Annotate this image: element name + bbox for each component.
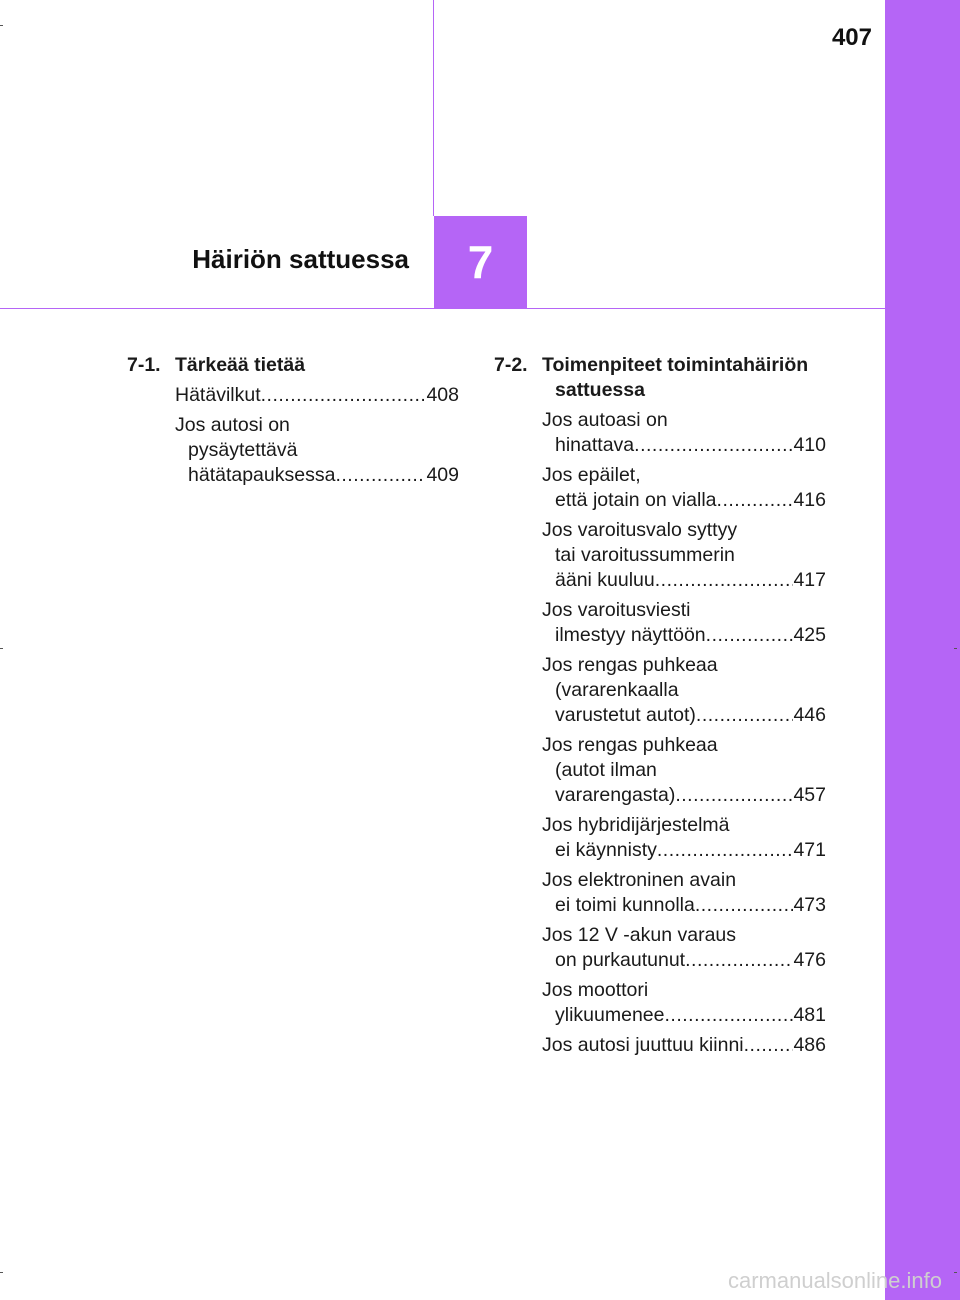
toc-page-number: 481 [793,1004,826,1026]
toc-entry[interactable] [542,463,826,513]
toc-page-number: 408 [426,384,459,406]
toc-entry-text: Hätävilkut [175,384,261,406]
toc-entry-text: hinattava [555,434,635,456]
toc-entry[interactable] [542,518,826,593]
toc-page-number: 410 [793,434,826,456]
toc-entry[interactable] [542,1033,826,1058]
chapter-side-tab [885,0,960,1300]
toc-entry[interactable] [175,413,459,488]
section-heading [494,353,826,403]
chapter-title: Häiriön sattuessa [192,244,409,274]
toc-page-number: 476 [793,949,826,971]
toc-entry-text: Jos rengas puhkeaa [542,654,718,676]
toc-entry-text: ylikuumenee [555,1004,665,1026]
dot-leader [634,433,793,458]
toc-entry-text: varustetut autot) [555,704,696,726]
toc-entry[interactable] [542,923,826,973]
toc-entry-text: Jos epäilet, [542,464,641,486]
toc-page-number: 471 [793,839,826,861]
toc-page-number: 409 [426,464,459,486]
crop-mark [0,648,3,649]
toc-page-number: 417 [793,569,826,591]
toc-entry-text: Jos rengas puhkeaa [542,734,718,756]
dot-leader [657,838,794,863]
dot-leader [696,703,794,728]
toc-page-number: 425 [793,624,826,646]
toc-page-number: 473 [793,894,826,916]
toc-page-number: 446 [793,704,826,726]
dot-leader [695,893,794,918]
toc-entry[interactable] [542,653,826,728]
toc-section-7-1 [127,353,459,488]
toc-entry-text: Jos autosi juuttuu kiinni [542,1034,744,1056]
toc-page-number: 457 [793,784,826,806]
dot-leader [744,1033,794,1058]
toc-entry-text: Jos varoitusvalo syttyy [542,519,738,541]
toc-entry-text: ei käynnisty [555,839,657,861]
toc-page-number: 486 [793,1034,826,1056]
toc-entry-text: hätätapauksessa [188,464,336,486]
toc-entry-text: Jos varoitusviesti [542,599,691,621]
crop-mark [954,648,957,649]
toc-page-number: 416 [793,489,826,511]
section-number: 7-1. [127,354,161,376]
toc-entry-text: Jos moottori [542,979,649,1001]
vertical-divider [433,0,434,216]
watermark: carmanualsonline.info [727,1268,942,1293]
toc-entry-text: ei toimi kunnolla [555,894,695,916]
dot-leader [717,488,794,513]
toc-entry-text: (autot ilman [555,759,657,781]
toc-entry-text: Jos autosi on [175,414,290,436]
toc-entry-text: Jos autoasi on [542,409,668,431]
toc-entry[interactable] [542,813,826,863]
dot-leader [675,783,793,808]
toc-entry-text: ilmestyy näyttöön [555,624,706,646]
dot-leader [655,568,794,593]
toc-entry[interactable] [542,868,826,918]
toc-entry-text: on purkautunut [555,949,686,971]
toc-entry-text: ääni kuuluu [555,569,655,591]
dot-leader [261,383,427,408]
toc-entry-text: että jotain on vialla [555,489,717,511]
section-number: 7-2. [494,354,528,376]
page-number: 407 [831,24,872,51]
crop-mark [954,1272,957,1273]
toc-entry-text: Jos 12 V -akun varaus [542,924,737,946]
toc-entry-text: vararengasta) [555,784,676,806]
crop-mark [0,1272,3,1273]
toc-entry-text: Jos elektroninen avain [542,869,737,891]
header-rule [0,308,885,309]
toc-entry[interactable] [542,978,826,1028]
chapter-number-box: 7 [434,216,527,308]
toc-section-7-2 [494,353,826,1058]
toc-entry-text: tai varoitussummerin [555,544,735,566]
section-heading [127,353,459,378]
dot-leader [664,1003,793,1028]
section-title: Toimenpiteet toimintahäiriön sattuessa [542,354,809,401]
dot-leader [706,623,794,648]
toc-entry[interactable] [175,383,459,408]
toc-entry[interactable] [542,598,826,648]
toc-entry[interactable] [542,733,826,808]
dot-leader [335,463,426,488]
dot-leader [685,948,793,973]
toc-entry-text: (vararenkaalla [555,679,679,701]
toc-entry-text: pysäytettävä [188,439,298,461]
crop-mark [0,25,3,26]
toc-entry-text: Jos hybridijärjestelmä [542,814,730,836]
toc-entry[interactable] [542,408,826,458]
section-title: Tärkeää tietää [175,354,306,376]
